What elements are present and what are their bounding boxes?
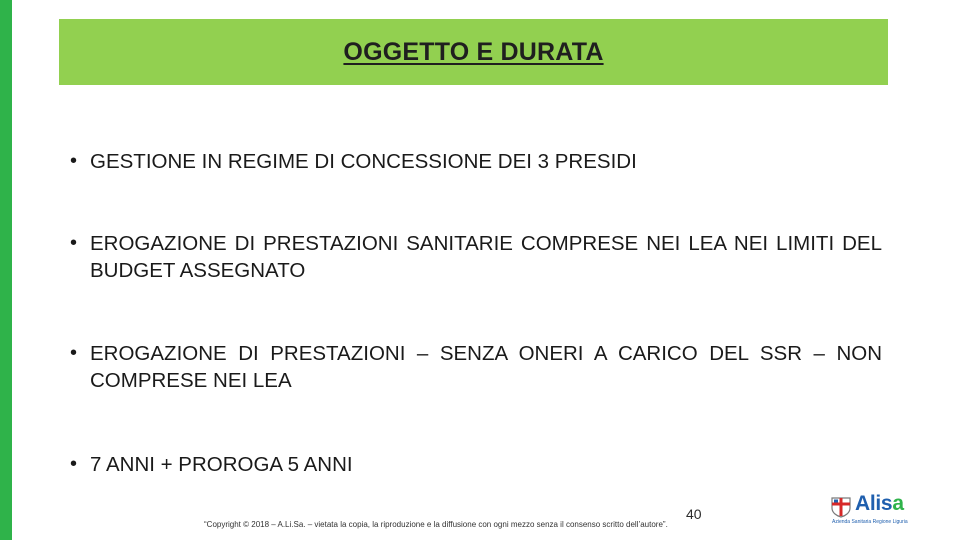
bullet-item: [70, 340, 882, 394]
bullet-text: GESTIONE IN REGIME DI CONCESSIONE DEI 3 PRESIDI: [90, 150, 637, 173]
logo-word-main: Alis: [855, 492, 893, 515]
bullet-text: 7 ANNI + PROROGA 5 ANNI: [90, 453, 353, 476]
bullet-item: [70, 451, 882, 478]
page-number: 40: [686, 506, 702, 522]
bullet-item: [70, 230, 882, 284]
logo-word-accent: a: [892, 492, 904, 515]
alisa-logo: [830, 494, 926, 528]
bullet-text: EROGAZIONE DI PRESTAZIONI SANITARIE COMPRESE NEI LEA NEI LIMITI DEL BUDGET ASSEGNATO: [90, 232, 882, 282]
title-band: [59, 19, 888, 85]
bullet-marker: •: [70, 453, 78, 475]
bullet-text: EROGAZIONE DI PRESTAZIONI – SENZA ONERI A CARICO DEL SSR – NON COMPRESE NEI LEA: [90, 342, 882, 392]
slide-title: OGGETTO E DURATA: [343, 37, 604, 66]
bullet-marker: •: [70, 150, 78, 172]
logo-wordmark: [855, 492, 904, 516]
copyright-notice: “Copyright © 2018 – A.Li.Sa. – vietata la copia, la riproduzione e la diffusione con ogni mezzo senza il consenso scritto dell’autore”.: [204, 520, 668, 529]
left-accent-bar: [0, 0, 12, 540]
bullet-item: [70, 148, 882, 175]
liguria-shield-icon: [830, 496, 852, 518]
bullet-marker: •: [70, 342, 78, 364]
bullet-marker: •: [70, 232, 78, 254]
logo-subtitle: Azienda Sanitaria Regione Liguria: [832, 519, 908, 525]
